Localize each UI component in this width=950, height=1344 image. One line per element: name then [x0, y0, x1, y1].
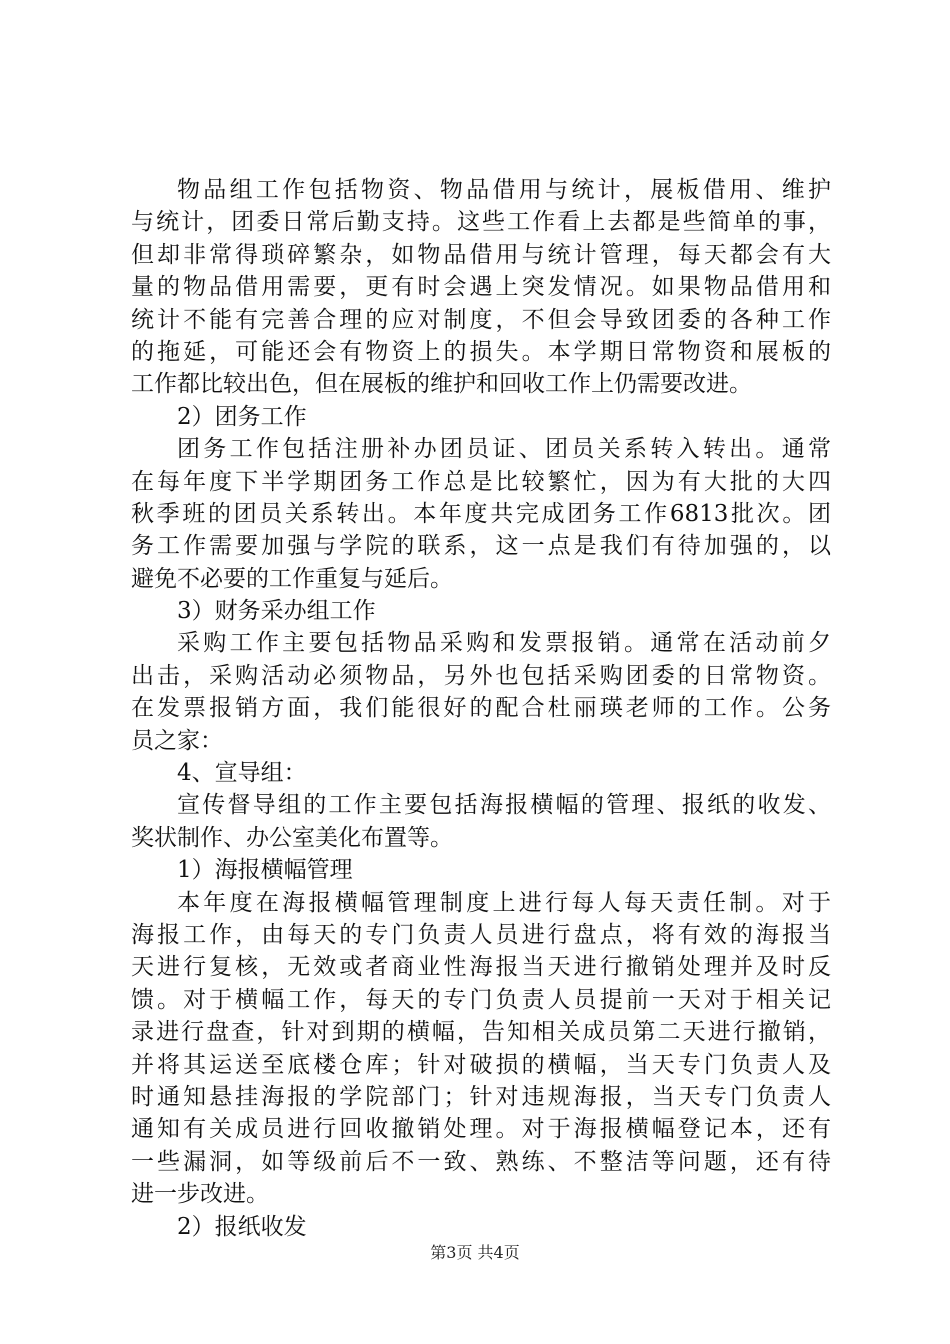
- paragraph-line: 并将其运送至底楼仓库；针对破损的横幅，当天专门负责人及: [131, 1051, 831, 1078]
- paragraph-line: 团务工作包括注册补办团员证、团员关系转入转出。通常: [177, 436, 831, 463]
- paragraph-line: 通知有关成员进行回收撤销处理。对于海报横幅登记本，还有: [131, 1116, 831, 1143]
- paragraph-line: 出击，采购活动必须物品，另外也包括采购团委的日常物资。: [131, 662, 831, 689]
- paragraph-line: 天进行复核，无效或者商业性海报当天进行撤销处理并及时反: [131, 954, 831, 981]
- paragraph-line: 本年度在海报横幅管理制度上进行每人每天责任制。对于: [177, 889, 831, 916]
- paragraph-line: 录进行盘查，针对到期的横幅，告知相关成员第二天进行撤销，: [131, 1019, 831, 1046]
- section-heading: 2）团务工作: [177, 403, 307, 430]
- section-heading: 2）报纸收发: [177, 1213, 307, 1240]
- paragraph-line: 物品组工作包括物资、物品借用与统计，展板借用、维护: [177, 177, 831, 203]
- paragraph-line: 秋季班的团员关系转出。本年度共完成团务工作6813批次。团: [131, 500, 831, 527]
- paragraph-line: 海报工作，由每天的专门负责人员进行盘点，将有效的海报当: [131, 921, 831, 948]
- section-heading: 1）海报横幅管理: [177, 857, 353, 884]
- paragraph-line: 工作都比较出色，但在展板的维护和回收工作上仍需要改进。: [131, 371, 752, 398]
- paragraph-line: 避免不必要的工作重复与延后。: [131, 565, 453, 592]
- paragraph-line: 员之家：: [131, 727, 223, 754]
- paragraph-line: 采购工作主要包括物品采购和发票报销。通常在活动前夕: [177, 630, 831, 657]
- section-heading: 3）财务采办组工作: [177, 598, 376, 625]
- page-number-footer: 第3页 共4页: [430, 1243, 520, 1262]
- document-body: [131, 174, 831, 1243]
- paragraph-line: 进一步改进。: [131, 1181, 269, 1208]
- paragraph-line: 统计不能有完善合理的应对制度，不但会导致团委的各种工作: [131, 306, 831, 333]
- section-heading: 4、宣导组：: [177, 760, 307, 787]
- paragraph-line: 宣传督导组的工作主要包括海报横幅的管理、报纸的收发、: [177, 792, 831, 819]
- paragraph-line: 的拖延，可能还会有物资上的损失。本学期日常物资和展板的: [131, 338, 831, 365]
- paragraph-line: 在每年度下半学期团务工作总是比较繁忙，因为有大批的大四: [131, 468, 831, 495]
- paragraph-line: 与统计，团委日常后勤支持。这些工作看上去都是些简单的事，: [131, 209, 831, 236]
- paragraph-line: 务工作需要加强与学院的联系，这一点是我们有待加强的，以: [131, 533, 831, 560]
- paragraph-line: 馈。对于横幅工作，每天的专门负责人员提前一天对于相关记: [131, 986, 831, 1013]
- paragraph-line: 奖状制作、办公室美化布置等。: [131, 824, 453, 851]
- paragraph-line: 在发票报销方面，我们能很好的配合杜丽瑛老师的工作。公务: [131, 695, 831, 722]
- paragraph-line: 但却非常得琐碎繁杂，如物品借用与统计管理，每天都会有大: [131, 241, 831, 268]
- paragraph-line: 量的物品借用需要，更有时会遇上突发情况。如果物品借用和: [131, 274, 831, 301]
- paragraph-line: 一些漏洞，如等级前后不一致、熟练、不整洁等问题，还有待: [131, 1148, 831, 1175]
- paragraph-line: 时通知悬挂海报的学院部门；针对违规海报，当天专门负责人: [131, 1083, 831, 1110]
